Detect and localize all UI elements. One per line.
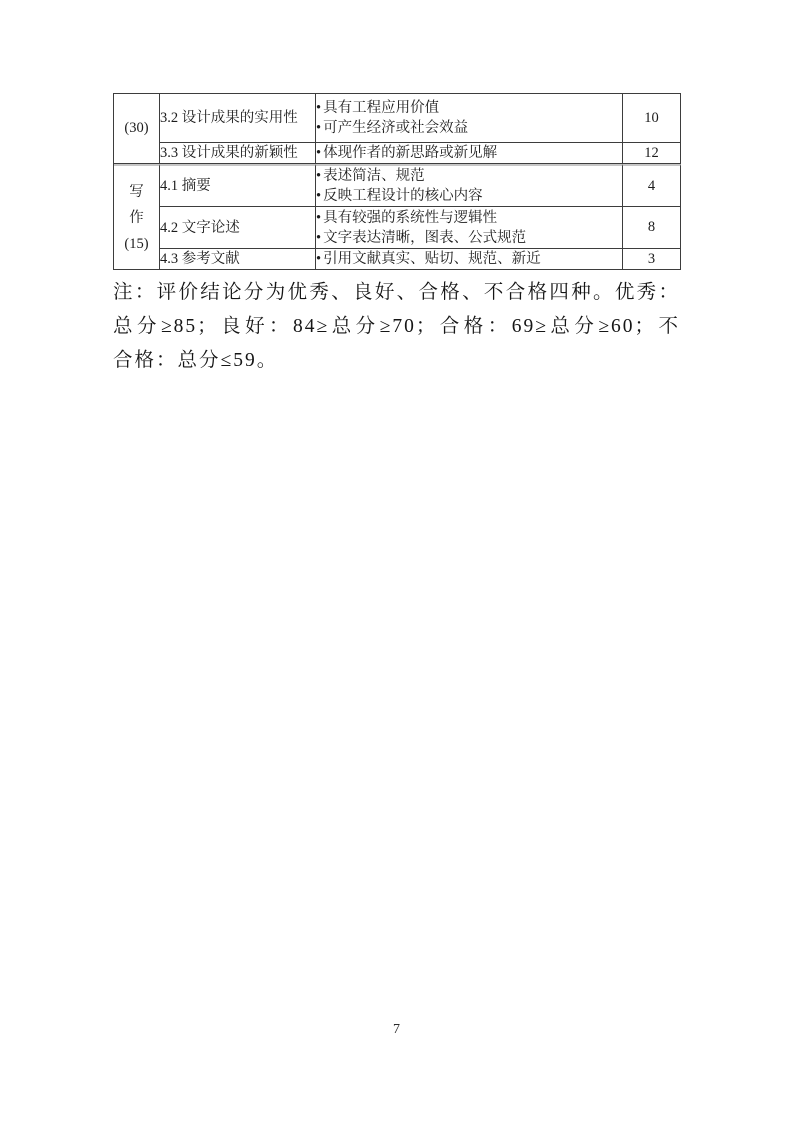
criterion-text: 具有较强的系统性与逻辑性 [323, 209, 498, 226]
criterion-bullet-line [316, 98, 622, 118]
bullet-icon: • [316, 145, 322, 161]
group-writing-label: (15) [124, 235, 149, 252]
table-row [114, 143, 681, 164]
score-cell: 3 [623, 249, 681, 270]
criterion-bullet-line [316, 186, 622, 206]
group-score-label: (30) [124, 120, 149, 136]
bullet-icon: • [316, 188, 322, 204]
bullet-icon: • [316, 229, 322, 246]
evaluation-rubric-table [113, 93, 681, 270]
score-cell: 10 [623, 94, 681, 143]
criterion-item: 4.1 摘要 [160, 164, 316, 207]
criterion-item: 4.3 参考文献 [160, 249, 316, 270]
table-row [114, 249, 681, 270]
criterion-bullet-line [316, 143, 622, 163]
criterion-details [316, 164, 623, 207]
group-writing-cell [114, 164, 160, 270]
criterion-details [316, 249, 623, 270]
criterion-text: 表述简洁、规范 [323, 168, 425, 184]
criterion-text: 可产生经济或社会效益 [323, 120, 469, 136]
criterion-bullet-line [316, 249, 622, 269]
score-cell: 12 [623, 143, 681, 164]
table-row [114, 164, 681, 207]
criterion-bullet-line [316, 208, 622, 228]
criterion-details [316, 143, 623, 164]
table-row [114, 207, 681, 249]
group-writing-label: 写 [129, 183, 144, 200]
group-writing-label: 作 [129, 209, 144, 226]
grading-note-line: 注：评价结论分为优秀、良好、合格、不合格四种。优秀： [113, 282, 680, 303]
criterion-text: 文字表达清晰，图表、公式规范 [323, 229, 527, 246]
table-row [114, 94, 681, 143]
group-score-cell [114, 94, 160, 164]
grading-note-line: 总分≥85；良好：84≥总分≥70；合格：69≥总分≥60；不 [113, 316, 680, 337]
criterion-bullet-line [316, 166, 622, 186]
criterion-item: 3.2 设计成果的实用性 [160, 94, 316, 143]
criterion-item: 3.3 设计成果的新颖性 [160, 143, 316, 164]
score-cell: 8 [623, 207, 681, 249]
criterion-bullet-line [316, 118, 622, 138]
criterion-item: 4.2 文字论述 [160, 207, 316, 249]
bullet-icon: • [316, 120, 322, 136]
page-number: 7 [393, 1022, 400, 1037]
criterion-details [316, 94, 623, 143]
criterion-text: 引用文献真实、贴切、规范、新近 [323, 251, 541, 267]
criterion-text: 具有工程应用价值 [323, 100, 440, 116]
score-cell: 4 [623, 164, 681, 207]
bullet-icon: • [316, 209, 322, 226]
criterion-text: 反映工程设计的核心内容 [323, 188, 483, 204]
criterion-text: 体现作者的新思路或新见解 [323, 145, 498, 161]
grading-note-line: 合格：总分≤59。 [113, 350, 279, 371]
bullet-icon: • [316, 100, 322, 116]
criterion-bullet-line [316, 228, 622, 248]
bullet-icon: • [316, 168, 322, 184]
criterion-details [316, 207, 623, 249]
grading-note [113, 276, 680, 378]
bullet-icon: • [316, 251, 322, 267]
